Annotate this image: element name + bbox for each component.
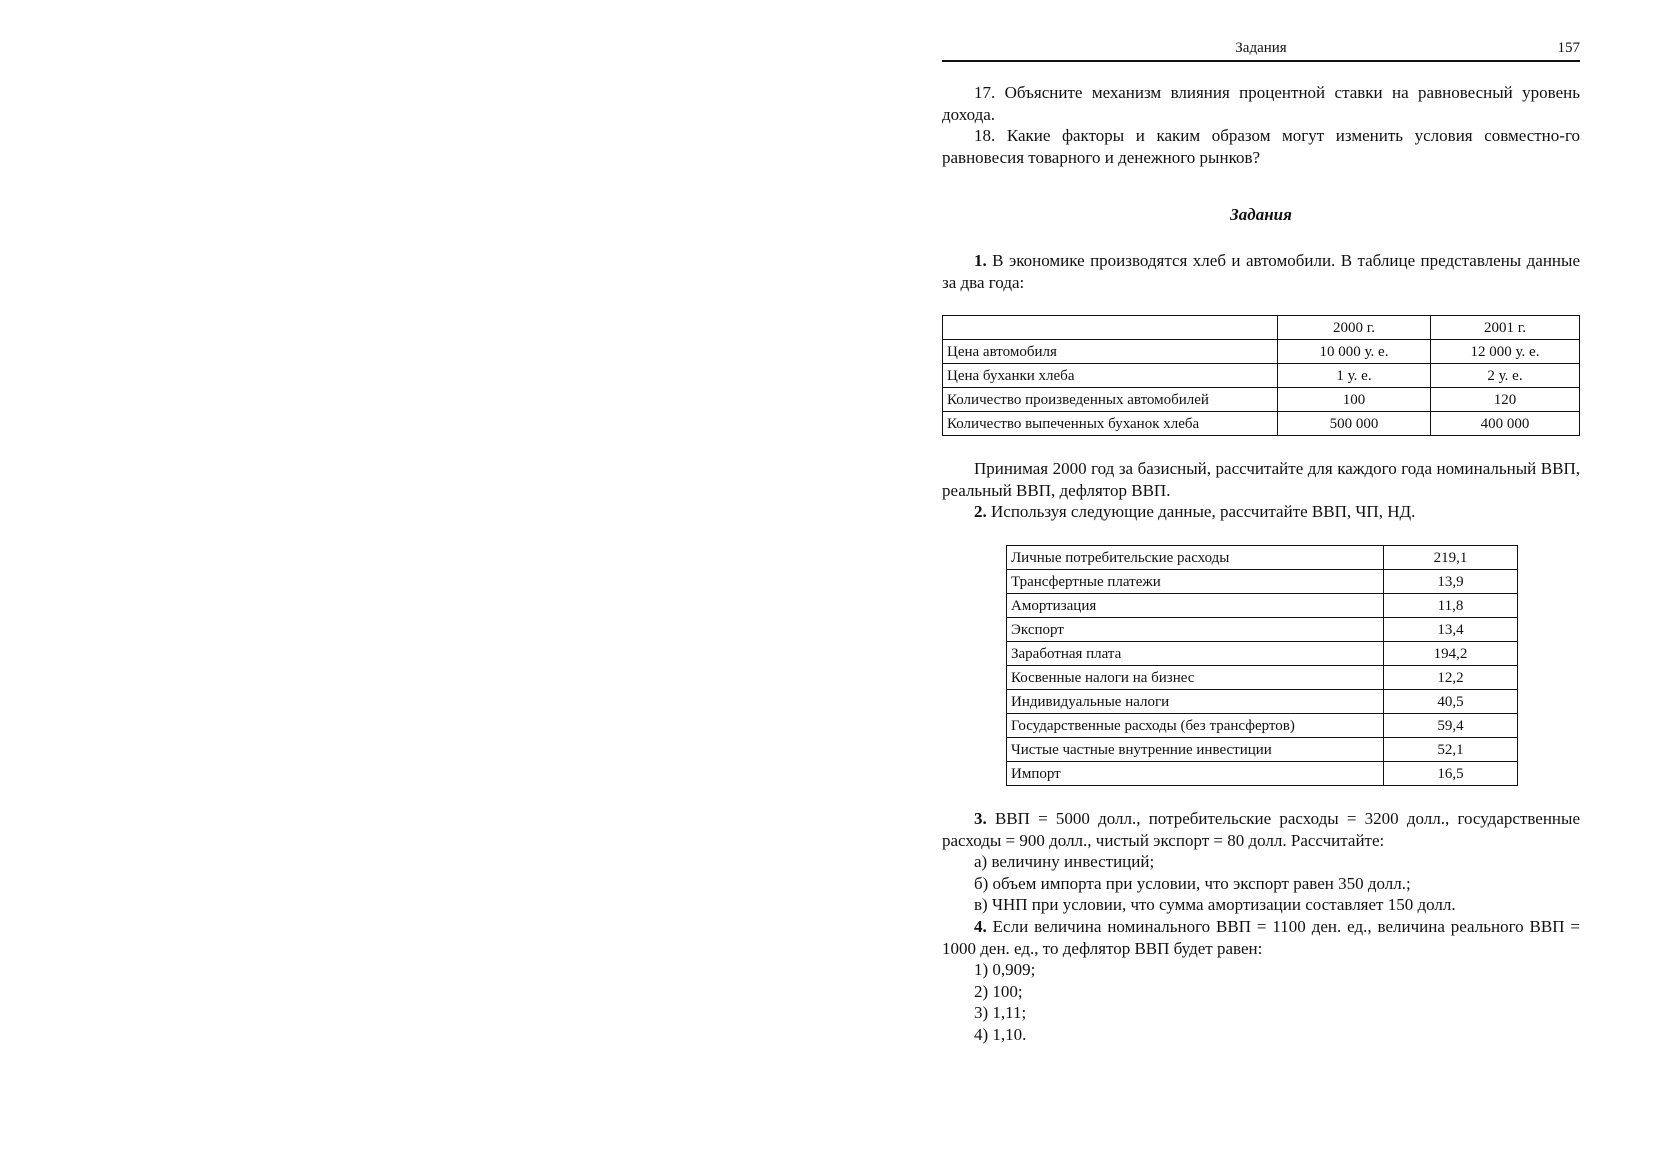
task-4-number: 4. [974,916,987,936]
table-row [1007,545,1518,569]
question-18: 18. Какие факторы и каким образом могут изменить условия совместно-го равновесия товарного и денежного рынков? [942,126,1580,167]
table-row [943,340,1580,364]
task-3-text: 3. ВВП = 5000 долл., потребительские расходы = 3200 долл., государственные расходы = 900 долл., чистый экспорт = 80 долл. Рассчитайте: [942,808,1580,850]
table-cell: 12,2 [1384,665,1518,689]
table-row [1007,689,1518,713]
task-4-option: 1) 0,909; [974,960,1036,980]
table-cell: Личные потребительские расходы [1007,545,1384,569]
task-2-number: 2. [974,502,987,522]
table-cell: 13,9 [1384,569,1518,593]
table-cell: 59,4 [1384,713,1518,737]
running-head [942,30,1580,62]
table-row [1007,737,1518,761]
table-cell: Цена автомобиля [943,340,1278,364]
table-header-cell: 2001 г. [1431,316,1580,340]
task-2-text: 2. Используя следующие данные, рассчитайте ВВП, ЧП, НД. [974,502,1416,522]
table-cell: 13,4 [1384,617,1518,641]
task-4-option: 3) 1,11; [974,1003,1027,1023]
table-cell: 52,1 [1384,737,1518,761]
table-row [1007,569,1518,593]
task-3-item: а) величину инвестиций; [974,852,1155,872]
table-cell: Индивидуальные налоги [1007,689,1384,713]
task-1-number: 1. [974,250,987,270]
table-cell: 500 000 [1278,412,1431,436]
task-1-instruction: Принимая 2000 год за базисный, рассчитайте для каждого года номинальный ВВП, реальный ВВП, дефлятор ВВП. [942,459,1580,500]
table-cell: Количество выпеченных буханок хлеба [943,412,1278,436]
question-17: 17. Объясните механизм влияния процентной ставки на равновесный уровень дохода. [942,83,1580,124]
table-row [1007,593,1518,617]
table-cell: Государственные расходы (без трансфертов) [1007,713,1384,737]
table-cell: 194,2 [1384,641,1518,665]
table-cell: Чистые частные внутренние инвестиции [1007,737,1384,761]
task-1-text: 1. В экономике производятся хлеб и автомобили. В таблице представлены данные за два года: [942,250,1580,292]
table-header-cell [943,316,1278,340]
table-cell: Экспорт [1007,617,1384,641]
table-cell: Количество произведенных автомобилей [943,388,1278,412]
table-cell: 11,8 [1384,593,1518,617]
table-row [1007,665,1518,689]
table-cell: 100 [1278,388,1431,412]
running-head-title: Задания [1235,40,1287,56]
table-header-cell: 2000 г. [1278,316,1431,340]
table-cell: Трансфертные платежи [1007,569,1384,593]
table-cell: 12 000 у. е. [1431,340,1580,364]
table-cell: 219,1 [1384,545,1518,569]
task-4-option: 2) 100; [974,981,1023,1001]
table-cell: 40,5 [1384,689,1518,713]
table-cell: 16,5 [1384,761,1518,785]
table-cell: 1 у. е. [1278,364,1431,388]
section-title: Задания [1230,205,1292,225]
table-row [943,364,1580,388]
table-row [943,388,1580,412]
table-cell: Косвенные налоги на бизнес [1007,665,1384,689]
table-row [943,412,1580,436]
table-cell: 10 000 у. е. [1278,340,1431,364]
task-3-number: 3. [974,808,987,828]
table-header-row [943,316,1580,340]
task-4-text: 4. Если величина номинального ВВП = 1100 ден. ед., величина реального ВВП = 1000 ден. ед., то дефлятор ВВП будет равен: [942,916,1580,958]
table-cell: 400 000 [1431,412,1580,436]
table-row [1007,617,1518,641]
task-4-option: 4) 1,10. [974,1024,1027,1044]
table-cell: Цена буханки хлеба [943,364,1278,388]
table-row [1007,641,1518,665]
table-cell: Амортизация [1007,593,1384,617]
table-row [1007,761,1518,785]
table-cell: Заработная плата [1007,641,1384,665]
page-number: 157 [1557,40,1580,56]
task-3-item: в) ЧНП при условии, что сумма амортизации составляет 150 долл. [974,895,1456,915]
task-3-item: б) объем импорта при условии, что экспорт равен 350 долл.; [974,873,1411,893]
task-1-table [942,315,1580,436]
table-cell: Импорт [1007,761,1384,785]
table-cell: 2 у. е. [1431,364,1580,388]
book-page [942,30,1580,1045]
table-cell: 120 [1431,388,1580,412]
table-row [1007,713,1518,737]
task-2-table [1006,545,1518,786]
